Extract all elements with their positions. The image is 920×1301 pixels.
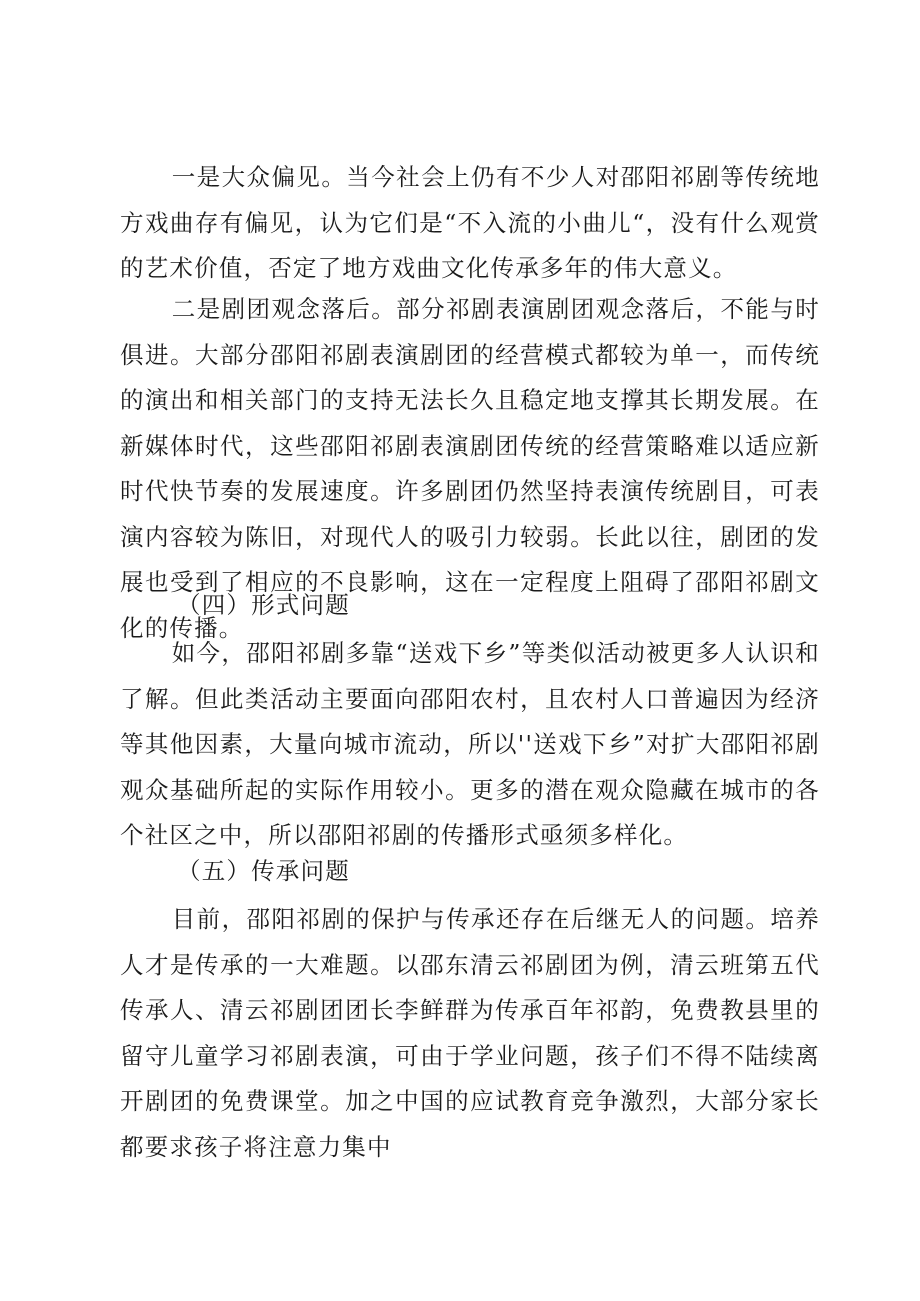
section-heading-inheritance-issue: （五）传承问题 — [177, 857, 350, 885]
paragraph-form-issue: 如今，邵阳祁剧多靠“送戏下乡”等类似活动被更多人认识和了解。但此类活动主要面向邵阳农村，且农村人口普遍因为经济等其他因素，大量向城市流动，所以''送戏下乡”对扩大邵阳祁剧观众基础所起的实际作用较小。更多的潜在观众隐藏在城市的各个社区之中，所以邵阳祁剧的传播形式亟须多样化。 — [120, 639, 820, 849]
paragraph-inheritance-issue: 目前，邵阳祁剧的保护与传承还存在后继无人的问题。培养人才是传承的一大难题。以邵东清云祁剧团为例，清云班第五代传承人、清云祁剧团团长李鲜群为传承百年祁韵，免费教县里的留守儿童学习祁剧表演，可由于学业问题，孩子们不得不陆续离开剧团的免费课堂。加之中国的应试教育竞争激烈，大部分家长都要求孩子将注意力集中 — [120, 905, 820, 1161]
section-heading-form-issue: （四）形式问题 — [177, 591, 350, 619]
paragraph-troupe-concepts: 二是剧团观念落后。部分祁剧表演剧团观念落后，不能与时俱进。大部分邵阳祁剧表演剧团的经营模式都较为单一，而传统的演出和相关部门的支持无法长久且稳定地支撑其长期发展。在新媒体时代，这些邵阳祁剧表演剧团传统的经营策略难以适应新时代快节奏的发展速度。许多剧团仍然坚持表演传统剧目，可表演内容较为陈旧，对现代人的吸引力较弱。长此以往，剧团的发展也受到了相应的不良影响，这在一定程度上阻碍了邵阳祁剧文化的传播。 — [120, 295, 820, 642]
paragraph-public-prejudice: 一是大众偏见。当今社会上仍有不少人对邵阳祁剧等传统地方戏曲存有偏见，认为它们是“不入流的小曲儿“，没有什么观赏的艺术价值，否定了地方戏曲文化传承多年的伟大意义。 — [120, 163, 820, 282]
